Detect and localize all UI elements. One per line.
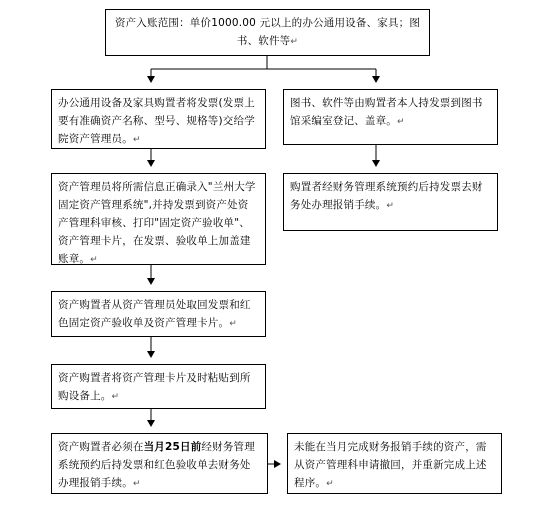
box-purchaser-reimbursement: 购置者经财务管理系统预约后持发票去财务处办理报销手续。↵ [283, 173, 498, 231]
box-books-software-library: 图书、软件等由购置者本人持发票到图书馆采编室登记、盖章。↵ [283, 89, 498, 145]
box-office-equipment-invoice: 办公通用设备及家具购置者将发票(发票上要有准确资产名称、型号、规格等)交给学院资产管理员。↵ [51, 89, 266, 149]
box-attach-card: 资产购置者将资产管理卡片及时粘贴到所购设备上。↵ [51, 364, 266, 409]
box-asset-manager-entry: 资产管理员将所需信息正确录入"兰州大学固定资产管理系统",并持发票到资产处资产管理科审核、打印"固定资产验收单"、资产管理卡片，在发票、验收单上加盖建账章。↵ [51, 173, 266, 265]
box-withdraw-redo: 未能在当月完成财务报销手续的资产，需从资产管理科申请撤回，并重新完成上述程序。↵ [287, 433, 502, 494]
box-asset-scope: 资产入账范围：单价1000.00 元以上的办公通用设备、家具；图书、软件等↵ [105, 9, 430, 56]
box-retrieve-documents: 资产购置者从资产管理员处取回发票和红色固定资产验收单及资产管理卡片。↵ [51, 291, 266, 337]
box-deadline-reimbursement: 资产购置者必须在当月25日前经财务管理系统预约后持发票和红色验收单去财务处办理报销手续。↵ [51, 433, 268, 494]
